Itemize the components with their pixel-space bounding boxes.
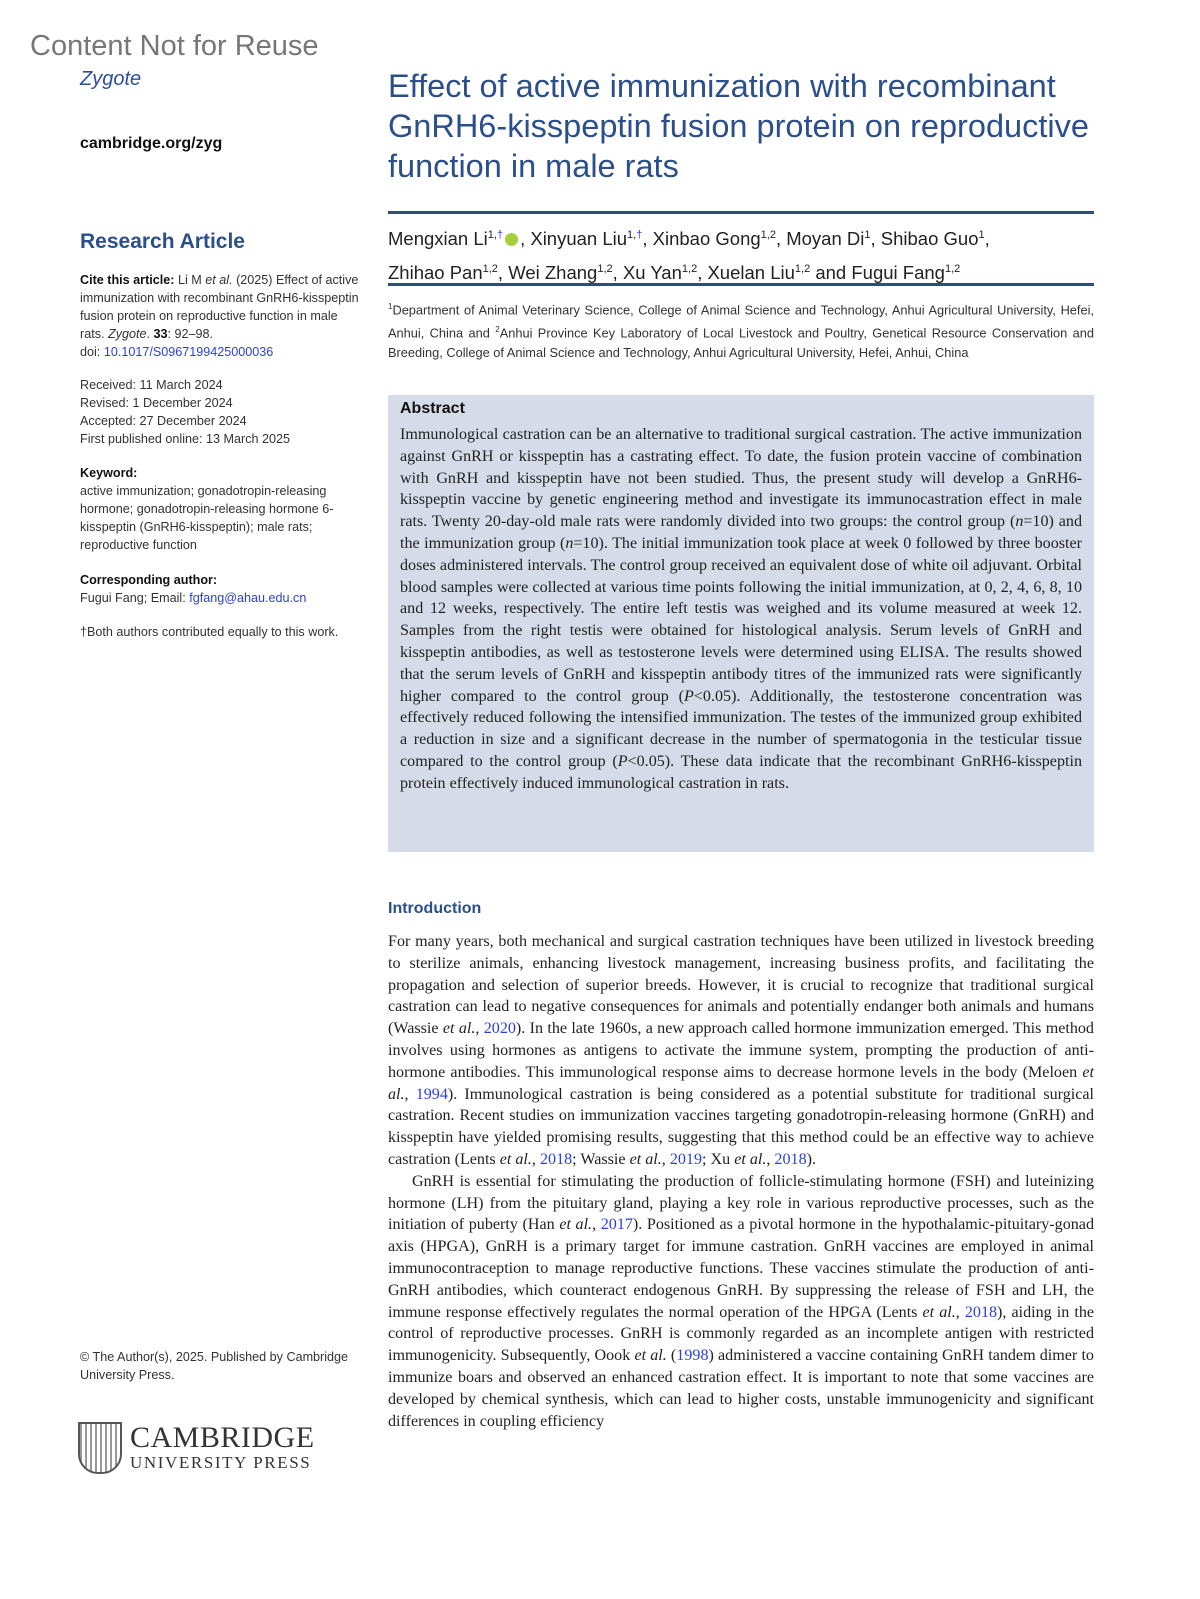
italic-text: et al.: [499, 1150, 532, 1168]
citation-link[interactable]: 1998: [676, 1347, 709, 1365]
logo-line1: CAMBRIDGE: [130, 1421, 315, 1454]
date-received: Received: 11 March 2024: [80, 378, 223, 392]
keyword-label: Keyword:: [80, 466, 138, 480]
journal-name: Zygote: [80, 68, 142, 90]
introduction-body: [388, 931, 1094, 1432]
corresponding-author: [80, 571, 365, 607]
abstract-heading: Abstract: [400, 400, 465, 417]
divider: [388, 211, 1094, 214]
corresponding-text: Fugui Fang; Email:: [80, 591, 190, 605]
date-revised: Revised: 1 December 2024: [80, 396, 233, 410]
cite-text: Li M: [174, 273, 206, 287]
email-link[interactable]: fgfang@ahau.edu.cn: [189, 591, 307, 605]
author-affil-sup: 1,2: [681, 263, 698, 276]
citation-link[interactable]: 2018: [774, 1150, 807, 1168]
doi-link[interactable]: 10.1017/S0967199425000036: [103, 345, 274, 359]
author-affil-sup: 1,2: [760, 229, 776, 241]
body-text: ,: [404, 1085, 416, 1103]
corresponding-label: Corresponding author:: [80, 573, 218, 587]
introduction-heading: Introduction: [388, 900, 482, 917]
author-name: Moyan Di: [786, 228, 865, 250]
italic-text: et al.: [388, 1063, 1094, 1103]
body-text: ). Positioned as a pivotal hormone in the hypothalamic-pituitary-gonad axis (HPGA), GnRH is a primary target for immune castration. GnRH vaccines are employed in animal immunocontraception to manage reproductive functions. These vaccines stimulate the production of anti-GnRH antibodies, which counteract endogenous GnRH. By suppressing the release of FSH and LH, the immune response effectively regulates the normal operation of the HPGA (Lents: [388, 1216, 1094, 1321]
body-text: <0.05). Additionally, the testosterone concentration was effectively reduced following the intensified immunization. The testes of the immunized group exhibited a reduction in size and a significant decrease in the number of spermatogonia in the testicular tissue compared to the control group (: [400, 687, 1083, 770]
divider: [388, 283, 1094, 286]
body-text: Immunological castration can be an alternative to traditional surgical castration. The active immunization against GnRH or kisspeptin has a castrating effect. To date, the fusion protein vaccine of combination with GnRH and kisspeptin have not been studied. Thus, the present study will develop a GnRH6-kisspeptin vaccine by genetic engineering method and investigate its immunocastration effect in male rats. Twenty 20-day-old male rats were randomly divided into two groups: the control group (: [400, 426, 1082, 531]
author-affil-sup: 1,2: [794, 263, 811, 276]
body-text: ,: [531, 1150, 540, 1168]
equal-contribution-note: †Both authors contributed equally to this work.: [80, 625, 339, 639]
italic-text: et al.: [442, 1020, 476, 1038]
article-type: Research Article: [80, 230, 245, 253]
italic-text: et al.: [629, 1150, 662, 1168]
body-text: <0.05). These data indicate that the recombinant GnRH6-kisspeptin protein effectively induced immunological castration in rats.: [400, 752, 1082, 792]
paragraph: [388, 931, 1094, 1171]
cite-etal: et al.: [205, 273, 233, 287]
author-affil-sup: 1,2: [597, 263, 613, 276]
author-name: Shibao Guo: [880, 228, 979, 250]
author-name: Mengxian Li: [388, 228, 488, 250]
body-text: ,: [766, 1150, 775, 1168]
affiliations: [388, 297, 1094, 362]
body-text: ,: [475, 1020, 484, 1038]
cite-label: Cite this article:: [80, 273, 175, 287]
cite-volume: 33: [153, 327, 168, 341]
affil-sup: 1: [388, 302, 393, 311]
citation-link[interactable]: 2017: [600, 1216, 633, 1234]
doi-label: doi:: [80, 345, 104, 359]
author-name: Xuelan Liu: [707, 262, 795, 284]
author-affil-sup: 1,2: [944, 263, 961, 276]
italic-text: P: [684, 687, 694, 705]
italic-text: et al.: [922, 1303, 956, 1321]
date-accepted: Accepted: 27 December 2024: [80, 414, 247, 428]
body-text: ; Xu: [702, 1150, 735, 1168]
abstract-text: [400, 424, 1082, 795]
author-affil-sup: 1,: [487, 229, 497, 241]
body-text: ,: [661, 1150, 670, 1168]
affiliation: Department of Animal Veterinary Science, College of Animal Science and Technology, Anhui Agricultural University, Hefei, Anhui, China and: [388, 302, 1094, 341]
body-text: =10) and the immunization group (: [400, 513, 1083, 552]
italic-text: P: [617, 752, 628, 770]
keywords-block: [80, 464, 365, 554]
author-name: Xu Yan: [622, 262, 682, 284]
orcid-icon[interactable]: [505, 233, 518, 246]
author-name: Xinyuan Liu: [530, 228, 628, 250]
affil-sup: 2: [495, 324, 500, 334]
body-text: GnRH is essential for stimulating the production of follicle-stimulating hormone (FSH) and luteinizing hormone (LH) from the pituitary gland, playing a key role in various reproductive processes, such as the initiation of puberty (Han: [388, 1172, 1094, 1234]
author-affil-sup: 1: [978, 229, 985, 241]
abstract-box: [388, 395, 1094, 852]
author-affil-sup: 1,2: [482, 263, 498, 276]
journal-site-link[interactable]: cambridge.org/zyg: [80, 135, 223, 152]
author-name: Fugui Fang: [851, 262, 945, 284]
author-affil-sup: 1,: [627, 229, 637, 241]
author-name: Xinbao Gong: [652, 228, 761, 250]
italic-text: n: [1015, 513, 1024, 531]
body-text: ; Wassie: [572, 1150, 630, 1168]
citation-link[interactable]: 2019: [669, 1150, 702, 1168]
cite-text: .: [146, 327, 154, 341]
cite-pages: : 92–98.: [167, 327, 214, 341]
italic-text: et al.: [734, 1150, 767, 1168]
citation-block: [80, 271, 365, 361]
citation-link[interactable]: 2018: [964, 1303, 998, 1321]
cambridge-logo: [78, 1422, 315, 1474]
body-text: ), aiding in the control of reproductive processes. GnRH is commonly regarded as an incomplete antigen with restricted immunogenicity. Subsequently, Oook: [388, 1303, 1095, 1365]
body-text: ,: [955, 1303, 965, 1321]
body-text: ).: [806, 1150, 816, 1168]
copyright: © The Author(s), 2025. Published by Cambridge University Press.: [80, 1350, 349, 1382]
author-list: Mengxian $Li^{1,\dagger}$ , Xinyuan Liu$^{1,\dagger}$, Xinbao Gong$^{1,2}$, Moyan Di$^1$, Shibao Guo$^1$, Zhihao Pan$^{1,2}$, Wei Zhang$^{1,2}$, Xu Yan$^{1,2}$, Xuelan Liu$^{1,2}$ and Fugui Fang$^{1,2}$: [388, 228, 990, 284]
cite-journal: Zygote: [108, 327, 147, 341]
citation-link[interactable]: 1994: [415, 1085, 448, 1103]
author-name: Zhihao Pan: [388, 262, 483, 284]
body-text: ). Immunological castration is being considered as a potential substitute for traditional surgical castration. Recent studies on immunization vaccines targeting gonadotropin-releasing hormone (GnRH) and kisspeptin have yielded promising results, suggesting that this method could be an effective way to achieve castration (Lents: [388, 1085, 1095, 1168]
body-text: For many years, both mechanical and surgical castration techniques have been utilized in livestock breeding to sterilize animals, enhancing livestock management, increasing business profits, and facilitating the propagation and selection of superior breeds. However, it is crucial to recognize that traditional surgical castration can lead to negative consequences for animals and potentially endanger both animals and humans (Wassie: [388, 933, 1094, 1038]
date-published: First published online: 13 March 2025: [80, 432, 291, 446]
cite-text: (2025) Effect of active immunization with recombinant GnRH6-kisspeptin fusion protein on reproductive function in male rats.: [80, 273, 359, 341]
shield-icon: [78, 1422, 122, 1474]
logo-line2: UNIVERSITY PRESS: [130, 1453, 312, 1472]
body-text: (: [666, 1347, 677, 1365]
keyword-text: active immunization; gonadotropin-releasing hormone; gonadotropin-releasing hormone 6-kisspeptin (GnRH6-kisspeptin); male rats; reproductive function: [80, 484, 334, 552]
author-name: Wei Zhang: [508, 262, 598, 284]
author-affil-sup: 1: [864, 229, 871, 241]
body-text: ) administered a vaccine containing GnRH tandem dimer to immunize boars and observed an enhanced castration effect. It is important to note that some vaccines are developed by chemical synthesis, which can lead to higher costs, unstable immunogenicity and significant differences in coupling efficiency: [388, 1347, 1094, 1430]
equal-contribution-dagger[interactable]: †: [636, 229, 643, 241]
citation-link[interactable]: 2018: [539, 1150, 573, 1168]
body-text: ,: [592, 1216, 601, 1234]
paragraph: [388, 1171, 1094, 1433]
italic-text: et al.: [559, 1216, 593, 1234]
body-text: ). In the late 1960s, a new approach called hormone immunization emerged. This method involves using hormones as antigens to activate the immune system, prompting the production of anti-hormone antibodies. This immunological response aims to decrease hormone levels in the body (Meloen: [388, 1020, 1094, 1081]
italic-text: n: [565, 534, 574, 552]
citation-link[interactable]: 2020: [483, 1020, 516, 1038]
equal-contribution-dagger[interactable]: †: [496, 229, 504, 241]
affiliation: Anhui Province Key Laboratory of Local Livestock and Poultry, Genetical Resource Conservation and Breeding, College of Animal Science and Technology, Anhui Agricultural University, Hefei, Anhui, China: [388, 325, 1094, 360]
dates-block: [80, 376, 365, 448]
watermark: Content Not for Reuse: [30, 30, 319, 62]
italic-text: et al.: [634, 1347, 667, 1365]
body-text: =10). The initial immunization took place at week 0 followed by three booster doses administered intervals. The control group received an equivalent dose of white oil adjuvant. Orbital blood samples were collected at various time points following the initial immunization, at 0, 2, 4, 6, 8, 10 and 12 weeks, respectively. The entire left testis was weighed and its volume measured at week 12. Samples from the right testis were obtained for histological analysis. Serum levels of GnRH and kisspeptin antibodies, as well as testosterone levels were determined using ELISA. The results showed that the serum levels of GnRH and kisspeptin antibody titres of the immunized rats were significantly higher compared to the control group (: [400, 534, 1082, 705]
article-title: Effect of active immunization with recombinant GnRH6-kisspeptin fusion protein on reproductive function in male rats: [388, 68, 1089, 184]
